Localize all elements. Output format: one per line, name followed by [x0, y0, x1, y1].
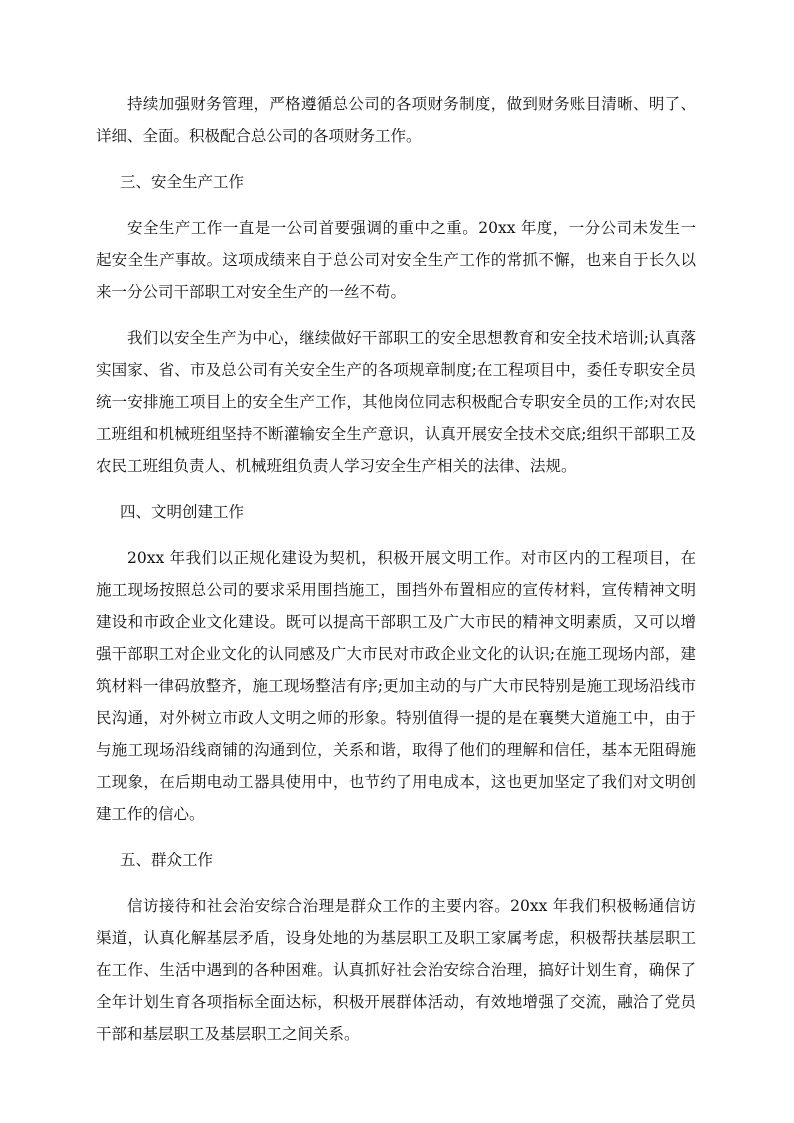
heading-safety-production: 三、安全生产工作	[120, 173, 245, 191]
paragraph-finance: 持续加强财务管理，严格遵循总公司的各项财务制度，做到财务账目清晰、明了、详细、全面。积极配合总公司的各项财务工作。	[96, 95, 696, 145]
heading-public-work: 五、群众工作	[120, 851, 214, 869]
heading-civilization: 四、文明创建工作	[120, 503, 245, 521]
document-page	[96, 88, 696, 1064]
paragraph-safety-measures: 我们以安全生产为中心，继续做好干部职工的安全思想教育和安全技术培训;认真落实国家、省、市及总公司有关安全生产的各项规章制度;在工程项目中，委任专职安全员统一安排施工项目上的安全生产工作，其他岗位同志积极配合专职安全员的工作;对农民工班组和机械班组坚持不断灌输安全生产意识，认真开展安全技术交底;组织干部职工及农民工班组负责人、机械班组负责人学习安全生产相关的法律、法规。	[96, 329, 696, 475]
paragraph-civilization: 20xx 年我们以正规化建设为契机，积极开展文明工作。对市区内的工程项目，在施工现场按照总公司的要求采用围挡施工，围挡外布置相应的宣传材料，宣传精神文明建设和市政企业文化建设。既可以提高干部职工及广大市民的精神文明素质，又可以增强干部职工对企业文化的认同感及广大市民对市政企业文化的认识;在施工现场内部，建筑材料一律码放整齐，施工现场整洁有序;更加主动的与广大市民特别是施工现场沿线市民沟通，对外树立市政人文明之师的形象。特别值得一提的是在襄樊大道施工中，由于与施工现场沿线商铺的沟通到位，关系和谐，取得了他们的理解和信任，基本无阻碍施工现象，在后期电动工器具使用中，也节约了用电成本，这也更加坚定了我们对文明创建工作的信心。	[96, 549, 696, 823]
paragraph-safety-record: 安全生产工作一直是一公司首要强调的重中之重。20xx 年度，一分公司未发生一起安全生产事故。这项成绩来自于总公司对安全生产工作的常抓不懈，也来自于长久以来一分公司干部职工对安全生产的一丝不苟。	[96, 219, 696, 301]
paragraph-public-work: 信访接待和社会治安综合治理是群众工作的主要内容。20xx 年我们积极畅通信访渠道，认真化解基层矛盾，设身处地的为基层职工及职工家属考虑，积极帮扶基层职工在工作、生活中遇到的各种困难。认真抓好社会治安综合治理，搞好计划生育，确保了全年计划生育各项指标全面达标，积极开展群体活动，有效地增强了交流，融洽了党员干部和基层职工及基层职工之间关系。	[96, 897, 696, 1043]
